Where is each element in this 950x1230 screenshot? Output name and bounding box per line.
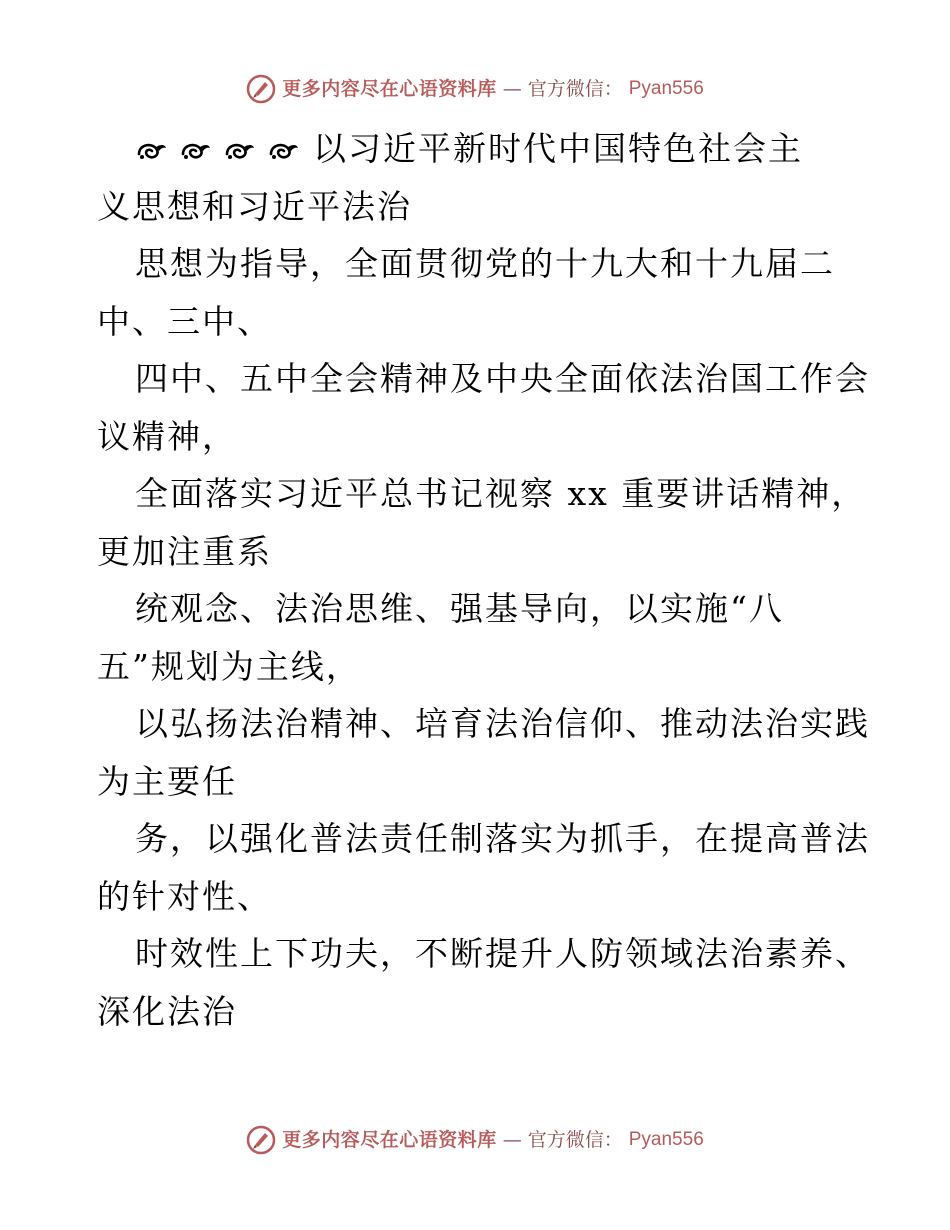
swirl-icon [223, 138, 257, 164]
watermark-wechat-id: Pyan556 [628, 1129, 704, 1150]
text-line: 统观念、法治思维、强基导向，以实施“八 [135, 589, 784, 628]
text-line: 务，以强化普法责任制落实为抓手，在提高普法 [135, 819, 870, 858]
watermark-wechat-label: 官方微信： [527, 78, 623, 100]
text-line: 议精神， [97, 416, 237, 456]
watermark-separator: — [502, 78, 522, 100]
swirl-icon [267, 138, 301, 164]
watermark-separator: — [502, 1129, 522, 1151]
footer-watermark [0, 1125, 950, 1155]
text-line-content: 以习近平新时代中国特色社会主 [313, 129, 803, 168]
watermark-wechat-id: Pyan556 [628, 78, 704, 99]
header-watermark [0, 74, 950, 104]
text-line: 以弘扬法治精神、培育法治信仰、推动法治实践 [135, 704, 870, 743]
text-line: 时效性上下功夫，不断提升人防领域法治素养、 [135, 934, 870, 973]
swirl-icon [179, 138, 213, 164]
text-line [97, 120, 877, 178]
swirl-icon [135, 138, 169, 164]
text-line: 的针对性、 [97, 876, 272, 916]
pen-logo-icon [246, 1125, 276, 1155]
watermark-text: 更多内容尽在心语资料库 [282, 78, 497, 100]
ornament-group [135, 138, 301, 164]
text-line: 全面落实习近平总书记视察 xx 重要讲话精神， [135, 474, 867, 513]
watermark-wechat-label: 官方微信： [527, 1129, 623, 1151]
pen-logo-icon [246, 74, 276, 104]
text-line: 思想为指导，全面贯彻党的十九大和十九届二 [135, 244, 835, 283]
watermark-text: 更多内容尽在心语资料库 [282, 1129, 497, 1151]
text-line: 中、三中、 [97, 301, 272, 341]
text-line: 深化法治 [97, 991, 237, 1031]
text-line: 五”规划为主线， [97, 646, 361, 686]
text-line: 更加注重系 [97, 531, 272, 571]
document-body [97, 120, 877, 1040]
text-line: 义思想和习近平法治 [97, 186, 412, 226]
text-line: 为主要任 [97, 761, 237, 801]
text-line: 四中、五中全会精神及中央全面依法治国工作会 [135, 359, 870, 398]
